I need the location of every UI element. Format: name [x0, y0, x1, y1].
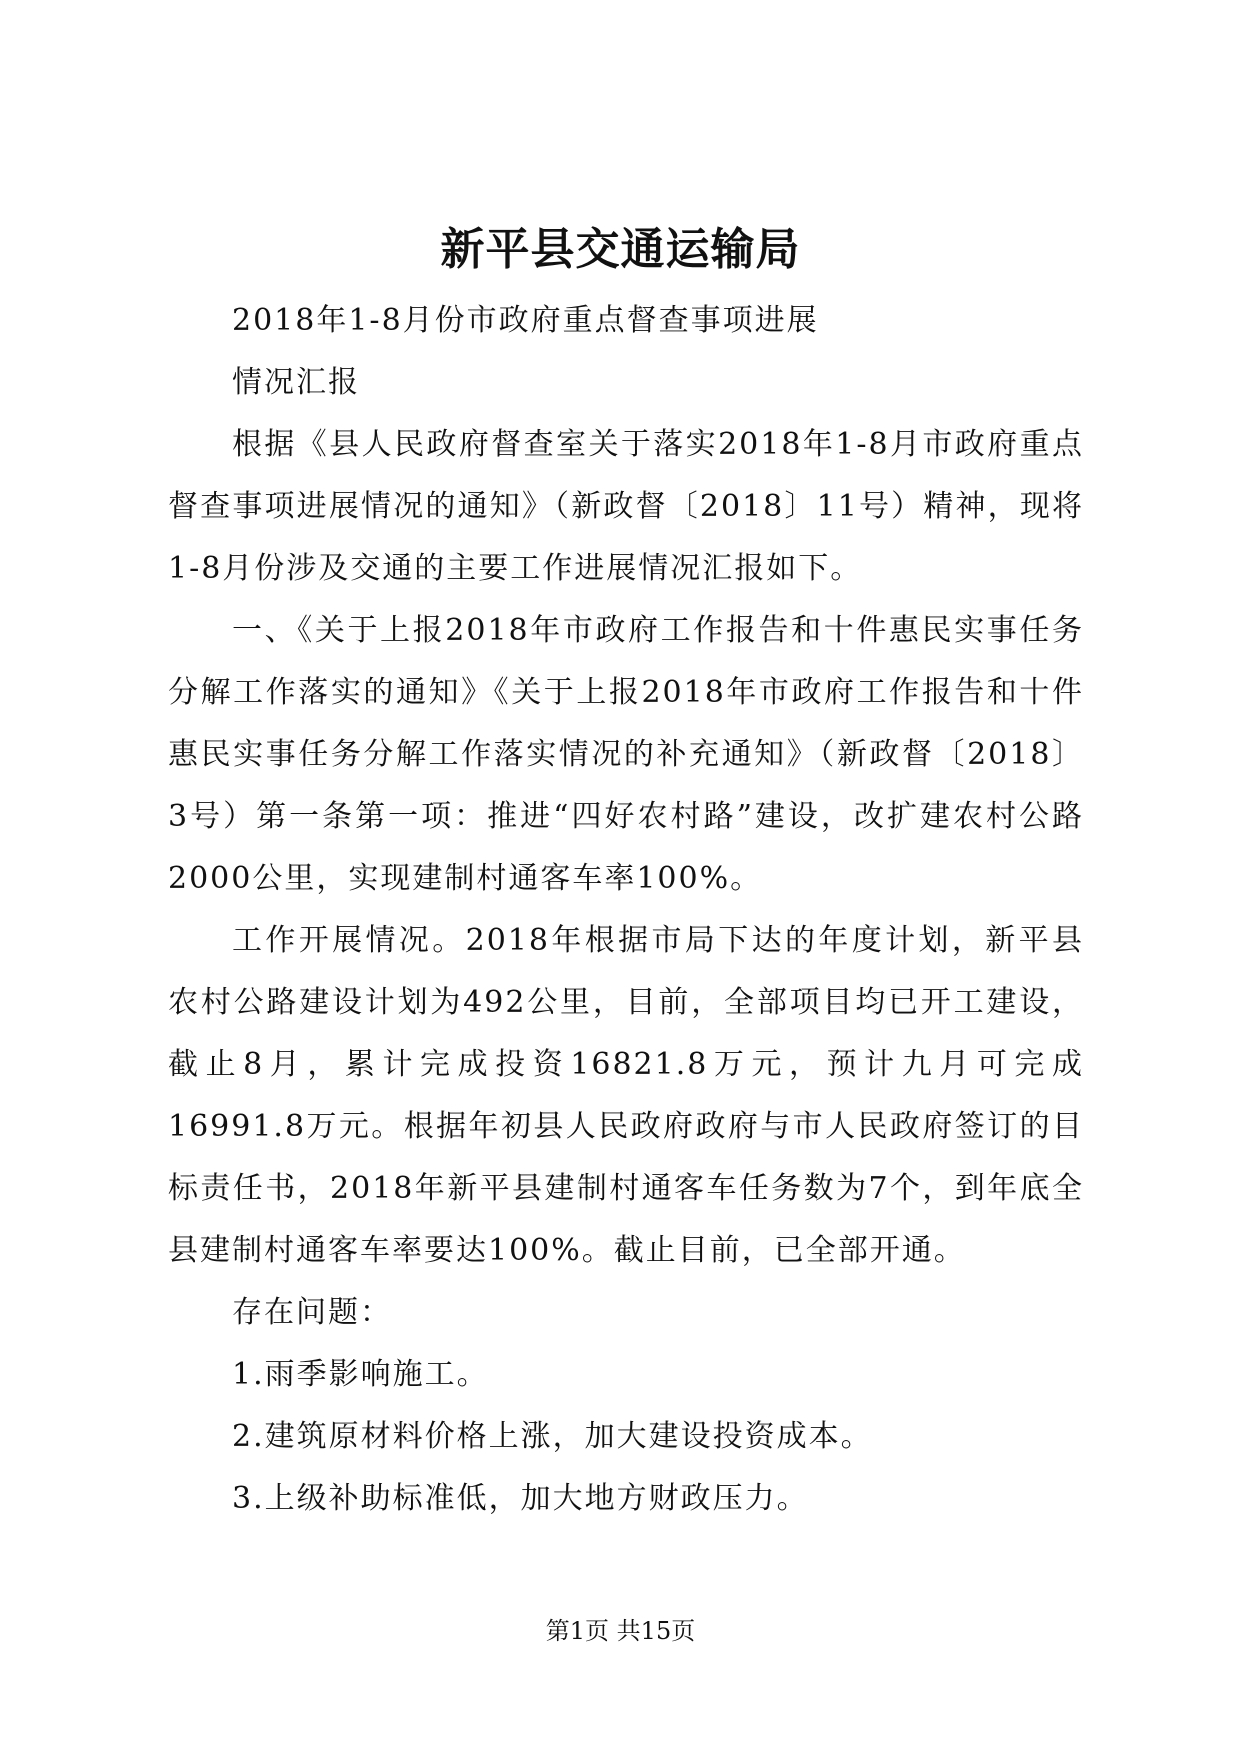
paragraph-issues-heading: 存在问题： — [232, 1295, 392, 1330]
document-body — [168, 290, 1084, 1530]
page-number-footer: 第1页 共15页 — [545, 1617, 696, 1645]
paragraph-issue-2: 2.建筑原材料价格上涨，加大建设投资成本。 — [232, 1419, 873, 1454]
paragraph-issue-3: 3.上级补助标准低，加大地方财政压力。 — [232, 1481, 809, 1516]
paragraph-intro: 根据《县人民政府督查室关于落实2018年1-8月市政府重点督查事项进展情况的通知》（新政督〔2018〕11号）精神，现将1-8月份涉及交通的主要工作进展情况汇报如下。 — [168, 427, 1084, 586]
paragraph-item-one: 一、《关于上报2018年市政府工作报告和十件惠民实事任务分解工作落实的通知》《关于上报2018年市政府工作报告和十件惠民实事任务分解工作落实情况的补充通知》（新政督〔2018〕3号）第一条第一项：推进“四好农村路”建设，改扩建农村公路2000公里，实现建制村通客车率100%。 — [168, 613, 1084, 896]
paragraph-issue-1: 1.雨季影响施工。 — [232, 1357, 489, 1392]
document-title: 新平县交通运输局 — [440, 224, 801, 275]
paragraph-work-progress: 工作开展情况。2018年根据市局下达的年度计划，新平县农村公路建设计划为492公里，目前，全部项目均已开工建设，截止8月，累计完成投资16821.8万元，预计九月可完成16991.8万元。根据年初县人民政府政府与市人民政府签订的目标责任书，2018年新平县建制村通客车任务数为7个，到年底全县建制村通客车率要达100%。截止目前，已全部开通。 — [168, 923, 1084, 1268]
paragraph-report-heading: 情况汇报 — [232, 365, 360, 400]
paragraph-report-subject: 2018年1-8月份市政府重点督查事项进展 — [232, 303, 819, 338]
